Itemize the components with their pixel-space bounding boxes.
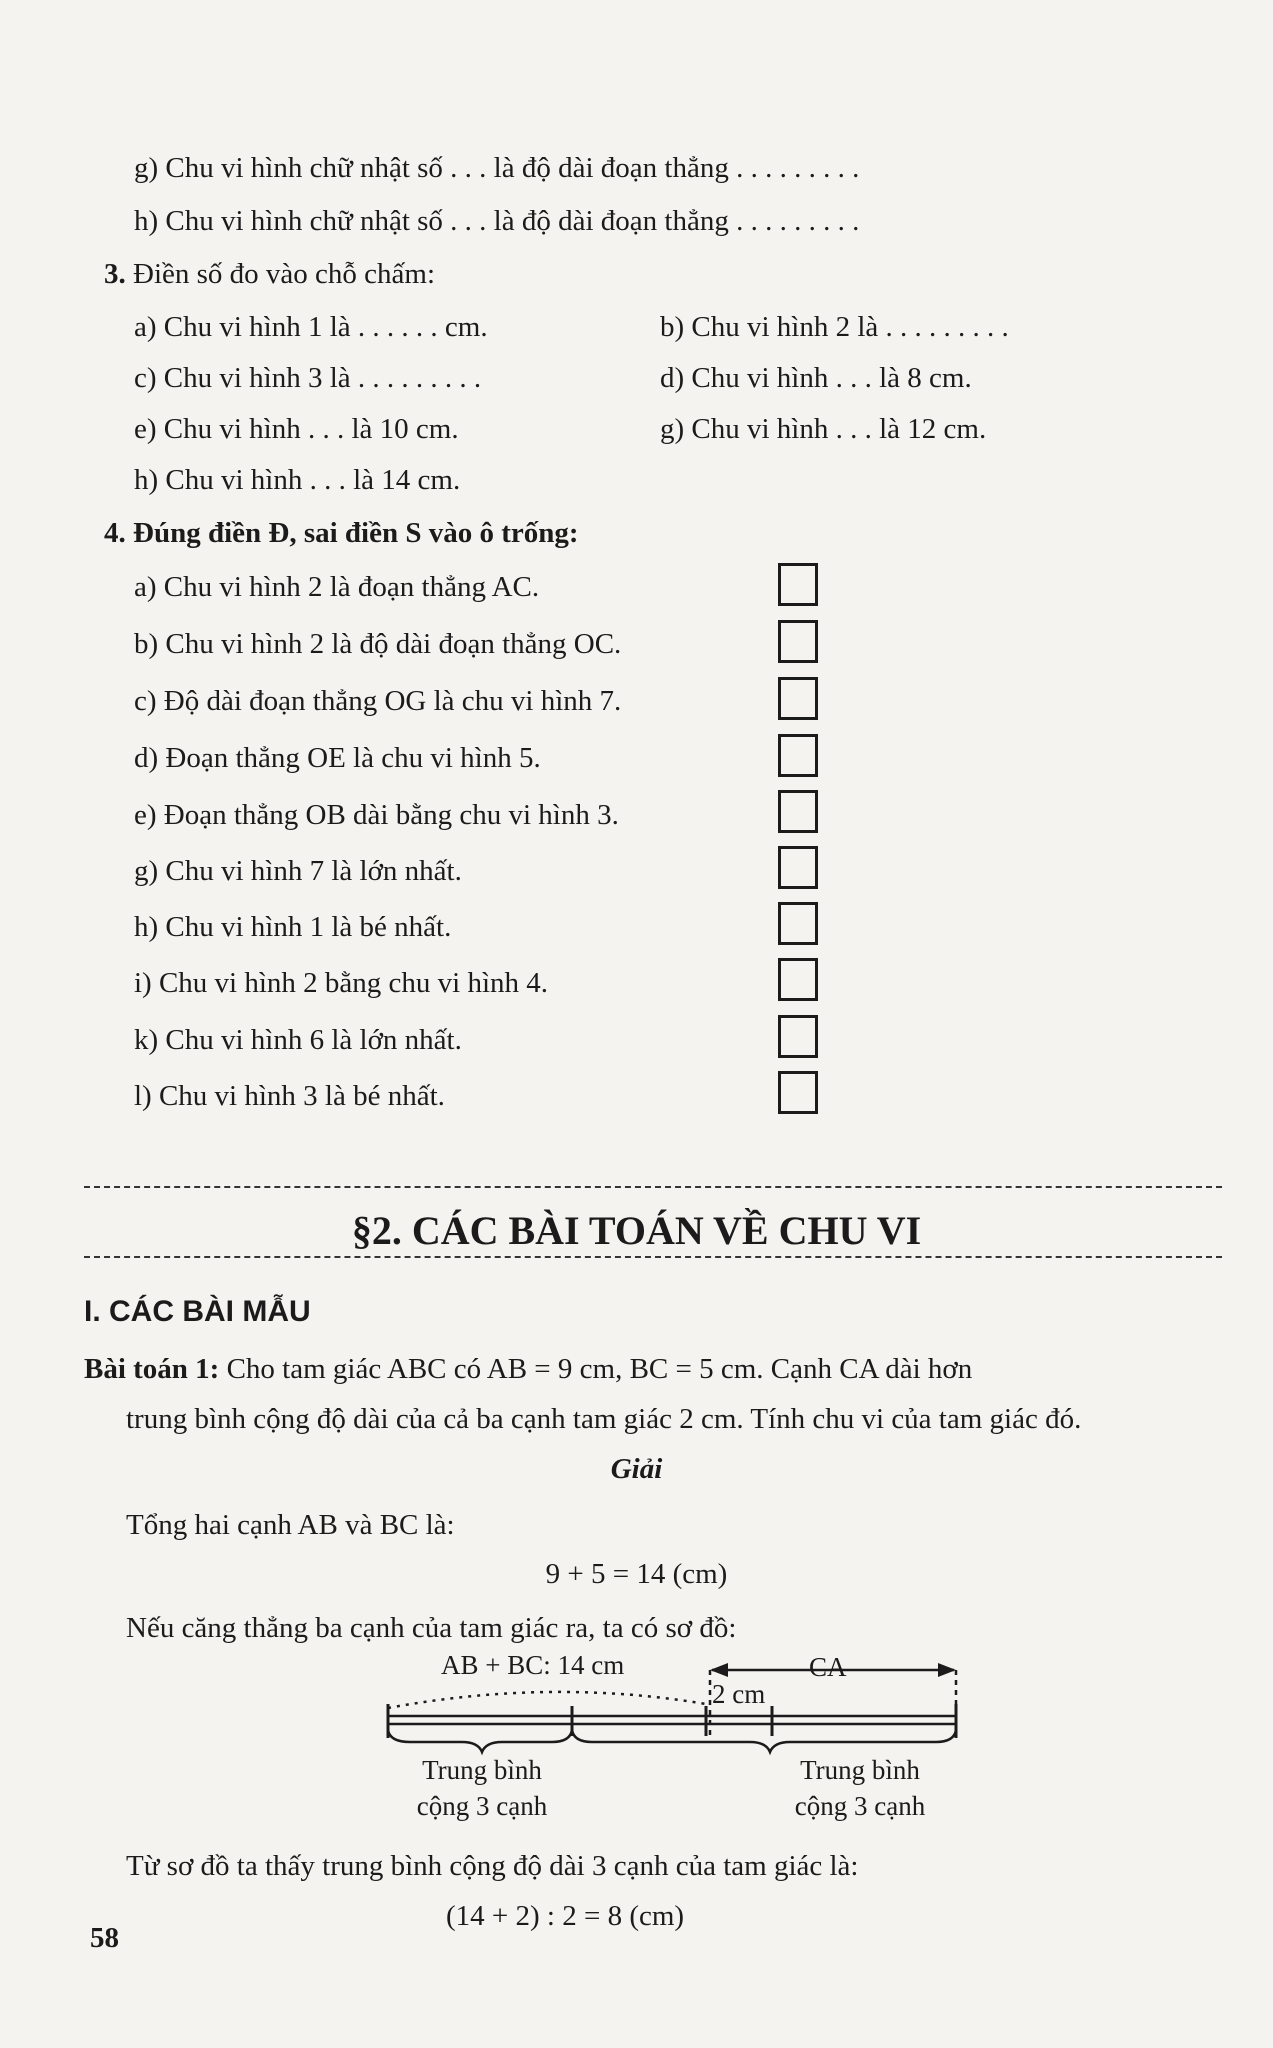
left-brace-caption-line1: Trung bình — [422, 1755, 542, 1785]
right-brace — [572, 1730, 956, 1752]
ex3-item-b: b) Chu vi hình 2 là . . . . . . . . . — [660, 311, 1009, 343]
solution-step2: Nếu căng thẳng ba cạnh của tam giác ra, ta có sơ đồ: — [126, 1612, 737, 1644]
right-brace-caption-line2: cộng 3 cạnh — [794, 1791, 926, 1822]
ex4-item-d: d) Đoạn thẳng OE là chu vi hình 5. — [134, 742, 541, 774]
problem-1-label: Bài toán 1: — [84, 1353, 220, 1385]
right-brace-caption — [750, 1752, 970, 1825]
solution-label: Giải — [610, 1453, 663, 1485]
solution-calc2: (14 + 2) : 2 = 8 (cm) — [446, 1900, 685, 1932]
ex3-item-e: e) Chu vi hình . . . là 10 cm. — [134, 413, 459, 445]
ex4-item-k: k) Chu vi hình 6 là lớn nhất. — [134, 1024, 462, 1056]
exercise-4-number: 4. — [104, 517, 126, 549]
arrow-ca-left-head — [710, 1663, 728, 1677]
ex3-item-g: g) Chu vi hình . . . là 12 cm. — [660, 413, 987, 445]
left-brace — [388, 1730, 572, 1752]
diagram-label-ca: CA — [809, 1652, 847, 1682]
ex4-item-g: g) Chu vi hình 7 là lớn nhất. — [134, 855, 462, 887]
ex3-item-a: a) Chu vi hình 1 là . . . . . . cm. — [134, 311, 488, 343]
ex4-item-e: e) Đoạn thẳng OB dài bằng chu vi hình 3. — [134, 799, 619, 831]
section-title: §2. CÁC BÀI TOÁN VỀ CHU VI — [351, 1208, 922, 1253]
solution-step3: Từ sơ đồ ta thấy trung bình cộng độ dài 3 cạnh của tam giác là: — [126, 1850, 859, 1882]
dotted-arc-ab-bc — [388, 1692, 706, 1708]
ex4-item-l: l) Chu vi hình 3 là bé nhất. — [134, 1080, 445, 1112]
solution-step1: Tổng hai cạnh AB và BC là: — [126, 1509, 455, 1541]
diagram-label-2cm: 2 cm — [712, 1679, 766, 1709]
right-brace-caption-line1: Trung bình — [800, 1755, 920, 1785]
ex3-item-d: d) Chu vi hình . . . là 8 cm. — [660, 362, 972, 394]
left-brace-caption — [372, 1752, 592, 1825]
line-h-rect: h) Chu vi hình chữ nhật số . . . là độ dài đoạn thẳng . . . . . . . . . — [134, 205, 860, 237]
ex3-item-h: h) Chu vi hình . . . là 14 cm. — [134, 464, 461, 496]
line-g-rect: g) Chu vi hình chữ nhật số . . . là độ dài đoạn thẳng . . . . . . . . . — [134, 152, 860, 184]
arrow-ca-right-head — [938, 1663, 956, 1677]
page-number: 58 — [90, 1922, 119, 1954]
left-brace-caption-line2: cộng 3 cạnh — [416, 1791, 548, 1822]
exercise-3-number: 3. — [104, 258, 126, 290]
ex4-item-c: c) Độ dài đoạn thẳng OG là chu vi hình 7. — [134, 685, 622, 717]
problem-1-text1: Cho tam giác ABC có AB = 9 cm, BC = 5 cm. Cạnh CA dài hơn — [219, 1353, 973, 1385]
exercise-4-text: Đúng điền Đ, sai điền S vào ô trống: — [133, 517, 579, 549]
ex4-item-a: a) Chu vi hình 2 là đoạn thẳng AC. — [134, 571, 540, 603]
ex4-item-h: h) Chu vi hình 1 là bé nhất. — [134, 911, 452, 943]
diagram-label-ab-bc: AB + BC: 14 cm — [441, 1650, 625, 1680]
ex4-item-b: b) Chu vi hình 2 là độ dài đoạn thẳng OC. — [134, 628, 622, 660]
exercise-3-text: Điền số đo vào chỗ chấm: — [133, 258, 436, 290]
solution-calc1: 9 + 5 = 14 (cm) — [545, 1558, 728, 1590]
section-subheading: I. CÁC BÀI MẪU — [84, 1295, 311, 1328]
ex4-item-i: i) Chu vi hình 2 bằng chu vi hình 4. — [134, 967, 549, 999]
ex3-item-c: c) Chu vi hình 3 là . . . . . . . . . — [134, 362, 482, 394]
problem-1-line2: trung bình cộng độ dài của cả ba cạnh tam giác 2 cm. Tính chu vi của tam giác đó. — [126, 1403, 1082, 1435]
